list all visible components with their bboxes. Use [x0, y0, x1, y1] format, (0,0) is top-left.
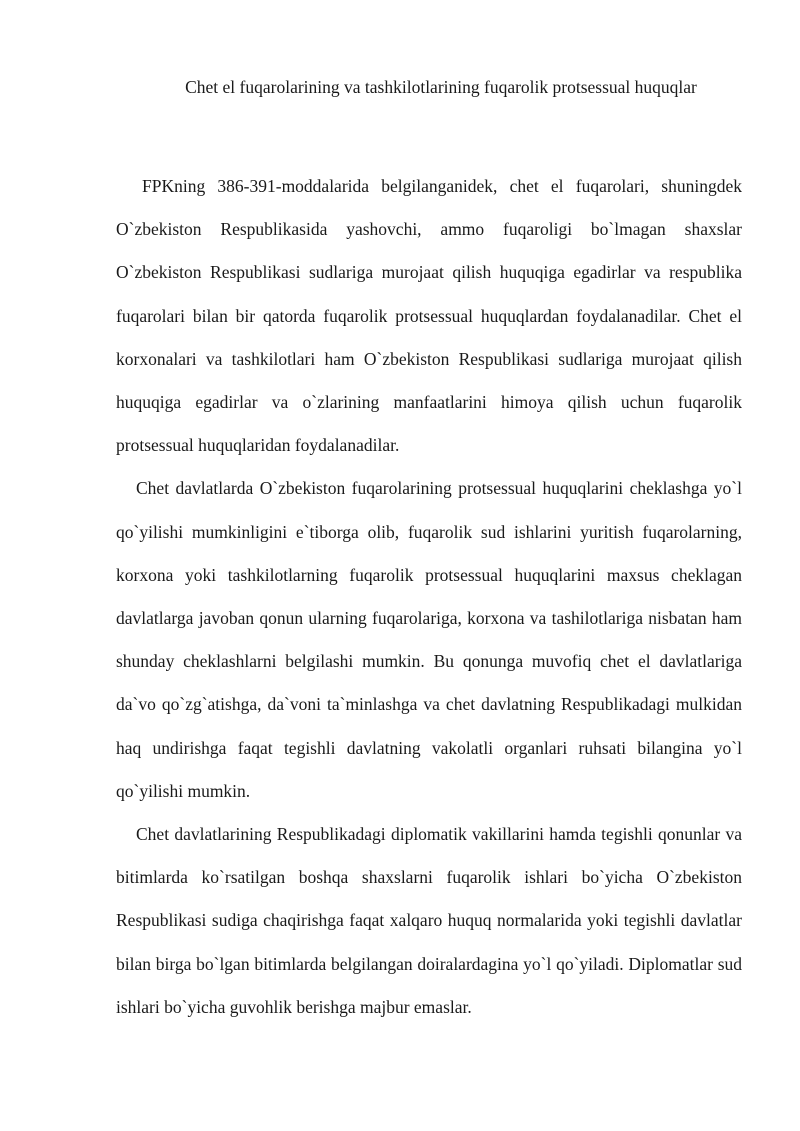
document-title: Chet el fuqarolarining va tashkilotlarining fuqarolik protsessual huquqlar [185, 77, 697, 97]
paragraph-3: Chet davlatlarining Respublikadagi diplomatik vakillarini hamda tegishli qonunlar va bitimlarda ko`rsatilgan boshqa shaxslarni fuqarolik ishlari bo`yicha O`zbekiston Respublikasi sudiga chaqirishga faqat xalqaro huquq normalarida yoki tegishli davlatlar bilan birga bo`lgan bitimlarda belgilangan doiralardagina yo`l qo`yiladi. Diplomatlar sud ishlari bo`yicha guvohlik berishga majbur emaslar. [116, 824, 742, 1017]
document-page [116, 72, 742, 1029]
paragraph-1: FPKning 386-391-moddalarida belgilanganidek, chet el fuqarolari, shuningdek O`zbekiston Respublikasida yashovchi, ammo fuqaroligi bo`lmagan shaxslar O`zbekiston Respublikasi sudlariga murojaat qilish huquqiga egadirlar va respublika fuqarolari bilan bir qatorda fuqarolik protsessual huquqlardan foydalanadilar. Chet el korxonalari va tashkilotlari ham O`zbekiston Respublikasi sudlariga murojaat qilish huquqiga egadirlar va o`zlarining manfaatlarini himoya qilish uchun fuqarolik protsessual huquqlaridan foydalanadilar. [116, 176, 742, 456]
document-body [116, 165, 742, 1029]
paragraph-2: Chet davlatlarda O`zbekiston fuqarolarining protsessual huquqlarini cheklashga yo`l qo`yilishi mumkinligini e`tiborga olib, fuqarolik sud ishlarini yuritish fuqarolarning, korxona yoki tashkilotlarning fuqarolik protsessual huquqlarini maxsus cheklagan davlatlarga javoban qonun ularning fuqarolariga, korxona va tashilotlariga nisbatan ham shunday cheklashlarni belgilashi mumkin. Bu qonunga muvofiq chet el davlatlariga da`vo qo`zg`atishga, da`voni ta`minlashga va chet davlatning Respublikadagi mulkidan haq undirishga faqat tegishli davlatning vakolatli organlari ruhsati bilangina yo`l qo`yilishi mumkin. [116, 478, 742, 801]
